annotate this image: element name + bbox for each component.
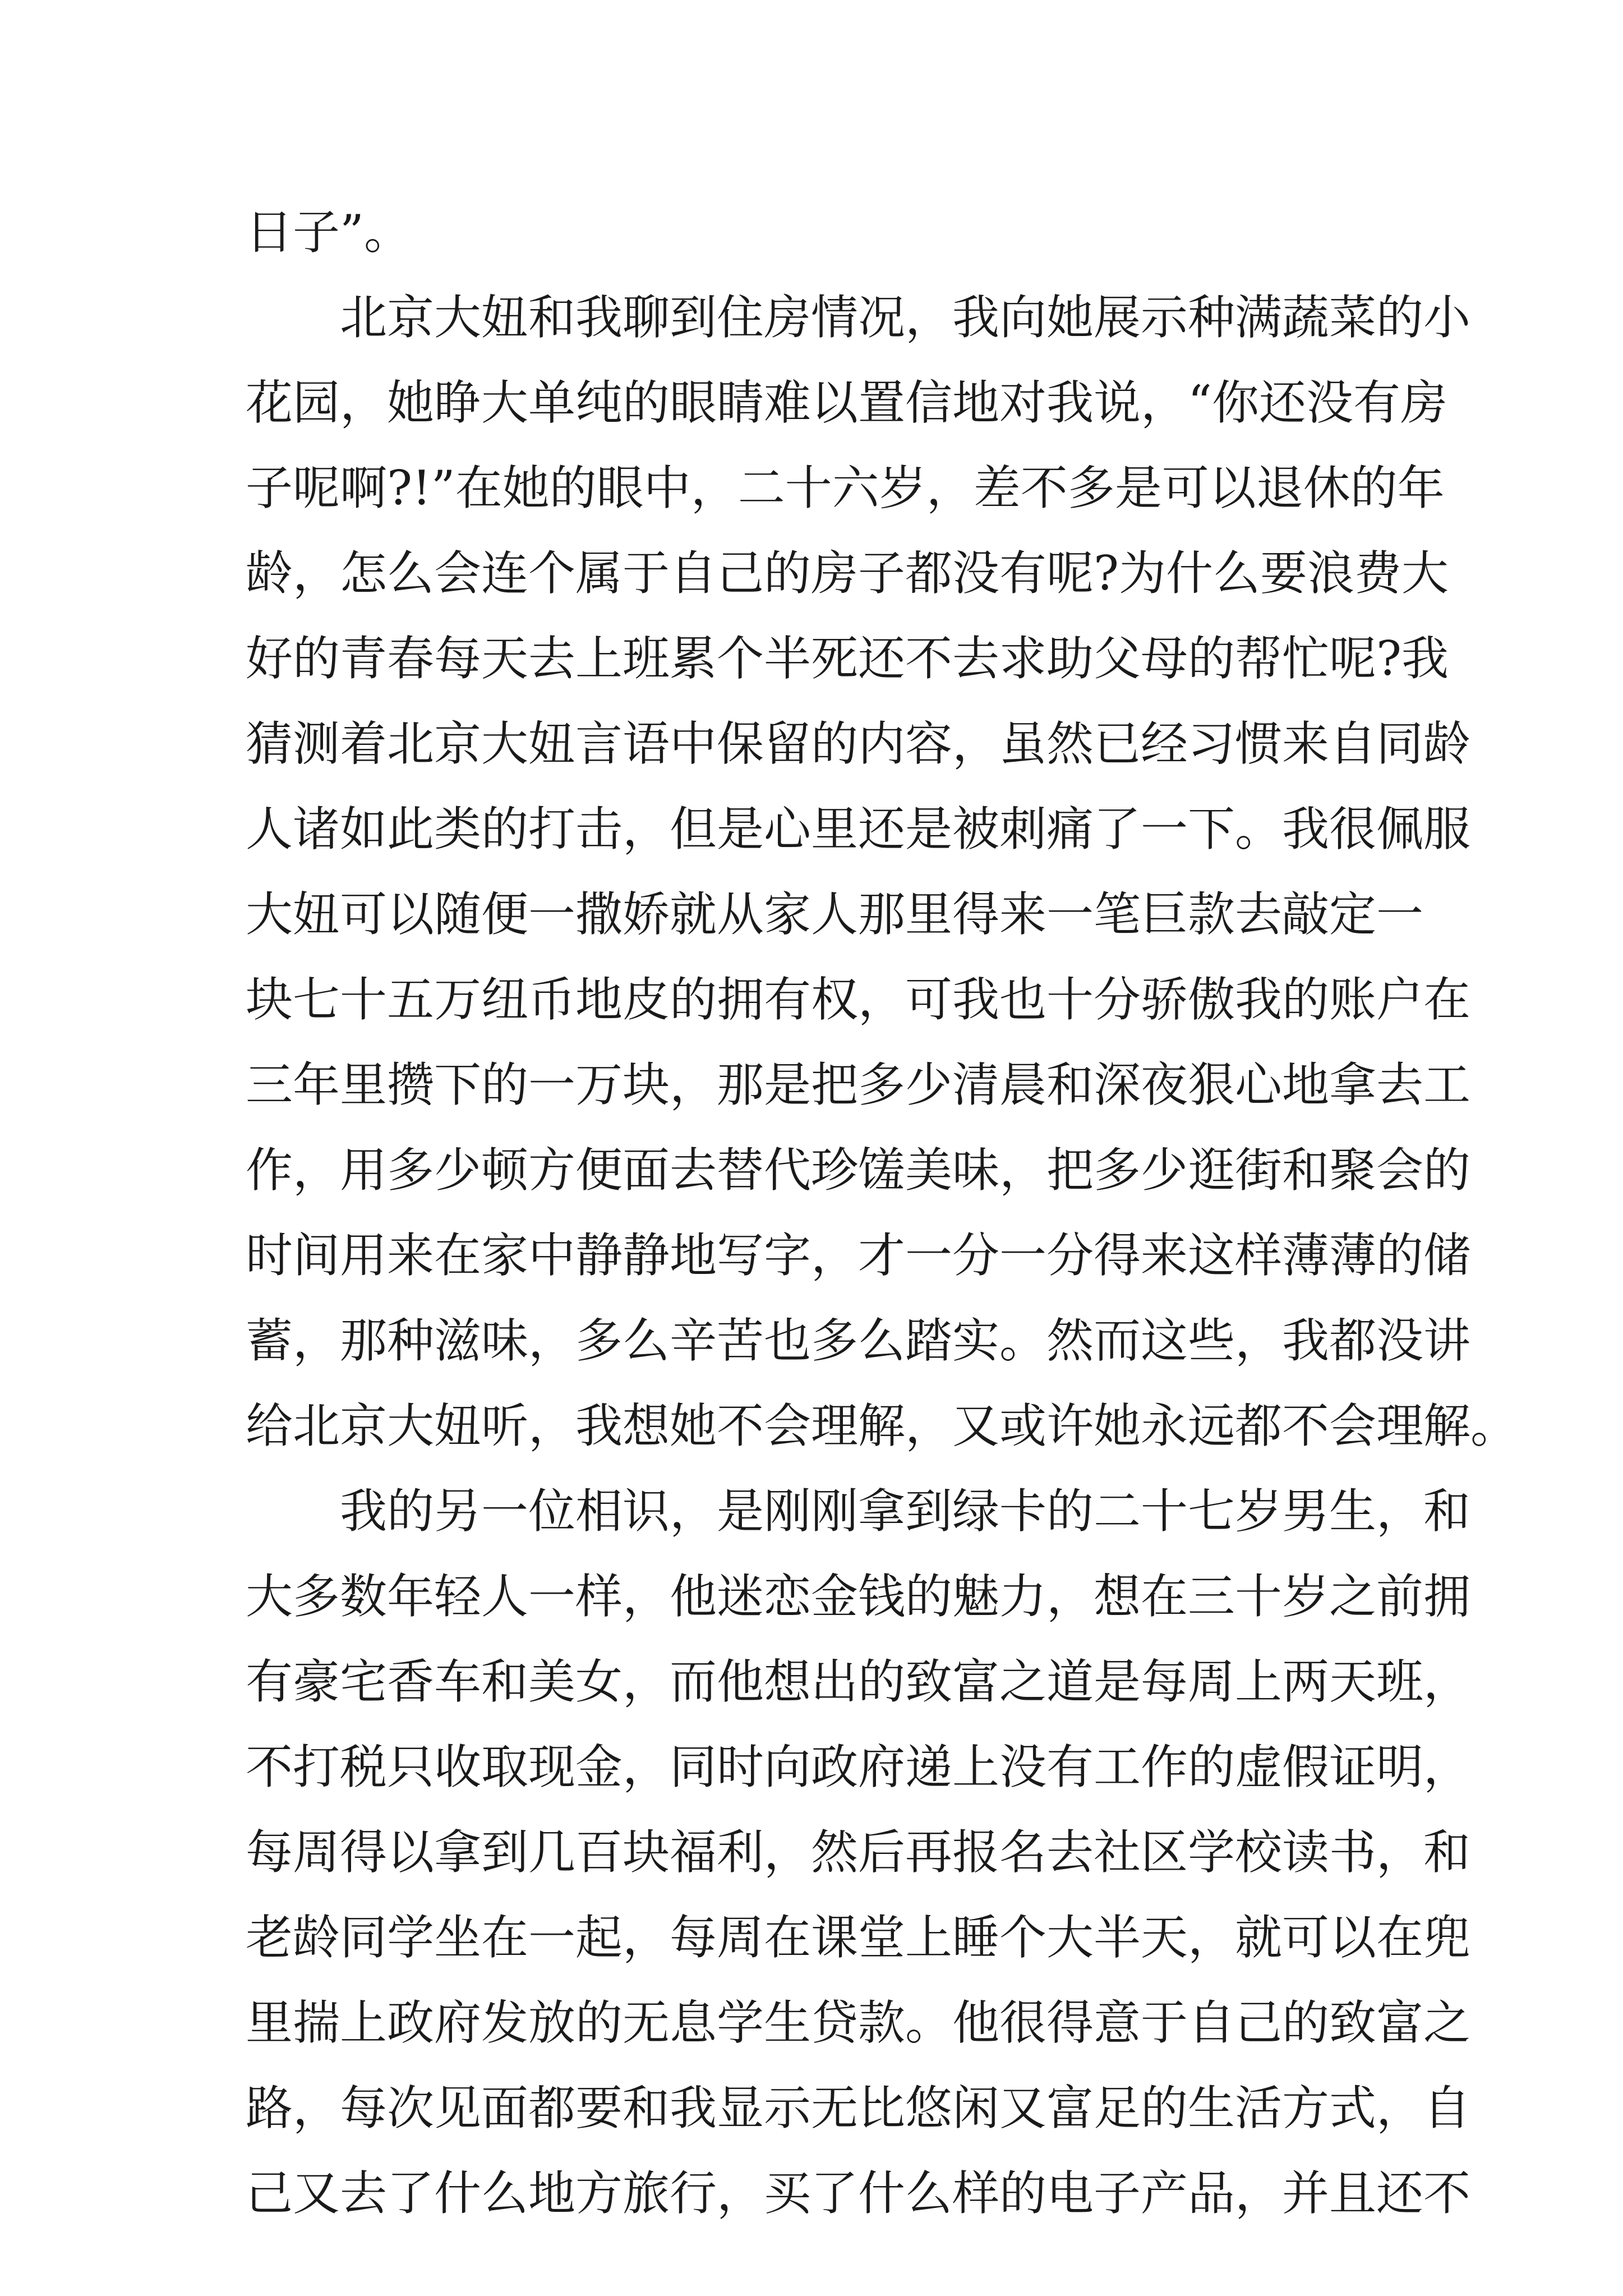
- text-line: 不打税只收取现金，同时向政府递上没有工作的虚假证明，: [246, 1740, 1471, 1795]
- text-line: 作，用多少顿方便面去替代珍馐美味，把多少逛街和聚会的: [246, 1143, 1471, 1198]
- text-line: 猜测着北京大妞言语中保留的内容，虽然已经习惯来自同龄: [246, 716, 1471, 771]
- text-line: 好的青春每天去上班累个半死还不去求助父母的帮忙呢?我: [246, 631, 1449, 686]
- text-line: 己又去了什么地方旅行，买了什么样的电子产品，并且还不: [246, 2166, 1471, 2221]
- text-line: 大多数年轻人一样，他迷恋金钱的魅力，想在三十岁之前拥: [246, 1569, 1471, 1624]
- text-line: 给北京大妞听，我想她不会理解，又或许她永远都不会理解。: [246, 1398, 1518, 1453]
- text-line: 里揣上政府发放的无息学生贷款。他很得意于自己的致富之: [246, 1995, 1471, 2050]
- body-text: [246, 190, 1518, 2236]
- text-line: 日子”。: [246, 205, 411, 260]
- text-line: 有豪宅香车和美女，而他想出的致富之道是每周上两天班，: [246, 1654, 1471, 1709]
- text-line: 时间用来在家中静静地写字，才一分一分得来这样薄薄的储: [246, 1228, 1471, 1283]
- text-line: 蓄，那种滋味，多么辛苦也多么踏实。然而这些，我都没讲: [246, 1313, 1471, 1368]
- text-line: 龄，怎么会连个属于自己的房子都没有呢?为什么要浪费大: [246, 546, 1449, 601]
- text-line: 人诸如此类的打击，但是心里还是被刺痛了一下。我很佩服: [246, 802, 1471, 857]
- text-line: 每周得以拿到几百块福利，然后再报名去社区学校读书，和: [246, 1825, 1471, 1880]
- text-line: 三年里攒下的一万块，那是把多少清晨和深夜狠心地拿去工: [246, 1057, 1471, 1112]
- text-line: 老龄同学坐在一起，每周在课堂上睡个大半天，就可以在兜: [246, 1910, 1471, 1965]
- text-line: 我的另一位相识，是刚刚拿到绿卡的二十七岁男生，和: [340, 1484, 1471, 1539]
- text-line: 块七十五万纽币地皮的拥有权，可我也十分骄傲我的账户在: [246, 972, 1471, 1027]
- text-line: 路，每次见面都要和我显示无比悠闲又富足的生活方式，自: [246, 2081, 1471, 2136]
- text-line: 子呢啊?!”在她的眼中，二十六岁，差不多是可以退休的年: [246, 461, 1445, 516]
- text-line: 北京大妞和我聊到住房情况，我向她展示种满蔬菜的小: [340, 290, 1471, 345]
- text-line: 大妞可以随便一撒娇就从家人那里得来一笔巨款去敲定一: [246, 887, 1424, 942]
- text-line: 花园，她睁大单纯的眼睛难以置信地对我说，“你还没有房: [246, 375, 1447, 430]
